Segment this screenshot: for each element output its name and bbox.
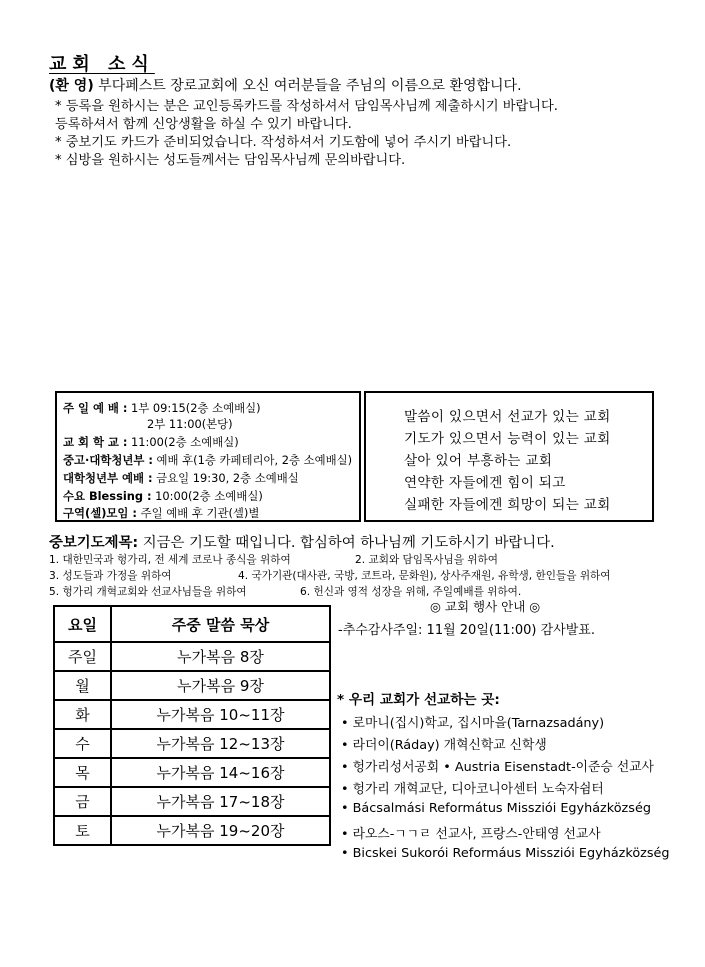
service-row bbox=[147, 416, 233, 432]
passage-cell: 누가복음 10~11장 bbox=[111, 700, 330, 729]
day-cell: 토 bbox=[54, 816, 111, 845]
service-label: 주 일 예 배 : bbox=[63, 401, 128, 415]
service-row bbox=[63, 470, 299, 486]
events-heading: ◎ 교회 행사 안내 ◎ bbox=[430, 599, 541, 614]
motto-line: 실패한 자들에겐 희망이 되는 교회 bbox=[404, 497, 611, 513]
service-row bbox=[63, 452, 352, 468]
table-header-row bbox=[54, 606, 330, 642]
day-cell: 주일 bbox=[54, 642, 111, 671]
prayer-item: 6. 헌신과 영적 성장을 위해, 주일예배를 위하여. bbox=[300, 586, 522, 598]
day-cell: 수 bbox=[54, 729, 111, 758]
welcome-line bbox=[49, 75, 522, 95]
day-cell: 화 bbox=[54, 700, 111, 729]
notice-1: * 등록을 원하시는 분은 교인등록카드를 작성하셔서 담임목사님께 제출하시기 바랍니다. bbox=[55, 99, 558, 114]
header-day: 요일 bbox=[54, 606, 111, 642]
table-row bbox=[54, 816, 330, 845]
passage-cell: 누가복음 9장 bbox=[111, 671, 330, 700]
passage-cell: 누가복음 12~13장 bbox=[111, 729, 330, 758]
service-label: 수요 Blessing : bbox=[63, 489, 152, 503]
event-item: -추수감사주일: 11월 20일(11:00) 감사발표. bbox=[338, 623, 595, 638]
service-value: 11:00(2층 소예배실) bbox=[127, 435, 239, 449]
church-motto-box bbox=[364, 391, 654, 522]
mission-item: • 라더이(Ráday) 개혁신학교 신학생 bbox=[341, 738, 547, 753]
table-row bbox=[54, 787, 330, 816]
motto-line: 말씀이 있으면서 선교가 있는 교회 bbox=[404, 409, 611, 425]
notice-2: 등록하셔서 함께 신앙생활을 하실 수 있기 바랍니다. bbox=[55, 117, 352, 132]
mission-item: • Bácsalmási Református Missziói Egyházközség bbox=[341, 801, 651, 816]
service-label: 교 회 학 교 : bbox=[63, 435, 128, 449]
prayer-item: 3. 성도들과 가정을 위하여 bbox=[49, 570, 172, 582]
welcome-text: 부다페스트 장로교회에 오신 여러분들을 주님의 이름으로 환영합니다. bbox=[93, 78, 522, 94]
table-row bbox=[54, 729, 330, 758]
service-value: 금요일 19:30, 2층 소예배실 bbox=[152, 471, 299, 485]
prayer-item: 2. 교회와 담임목사님을 위하여 bbox=[355, 554, 499, 566]
motto-line: 기도가 있으면서 능력이 있는 교회 bbox=[404, 431, 611, 447]
service-value: 예배 후(1층 카페테리아, 2층 소예배실) bbox=[152, 453, 353, 467]
notice-4: * 심방을 원하시는 성도들께서는 담임목사님께 문의바랍니다. bbox=[55, 153, 406, 168]
mission-item: • 로마니(집시)학교, 집시마을(Tarnazsadány) bbox=[341, 716, 605, 731]
service-label: 대학청년부 예배 : bbox=[63, 471, 153, 485]
mission-item: • Bicskei Sukorói Reformáus Missziói Egyházközség bbox=[341, 846, 670, 861]
page-title: 교회 소식 bbox=[49, 54, 155, 75]
day-cell: 월 bbox=[54, 671, 111, 700]
prayer-label: 중보기도제목: bbox=[49, 535, 139, 551]
passage-cell: 누가복음 14~16장 bbox=[111, 758, 330, 787]
service-times-box bbox=[55, 391, 361, 522]
service-label: 중고·대학청년부 : bbox=[63, 453, 153, 467]
service-row bbox=[63, 488, 263, 504]
table-row bbox=[54, 700, 330, 729]
table-row bbox=[54, 642, 330, 671]
prayer-item: 5. 헝가리 개혁교회와 선교사님들을 위하여 bbox=[49, 586, 247, 598]
mission-item: • 라오스-ㄱㄱㄹ 선교사, 프랑스-안태영 선교사 bbox=[341, 827, 601, 842]
passage-cell: 누가복음 19~20장 bbox=[111, 816, 330, 845]
meditation-schedule-table bbox=[53, 605, 331, 846]
passage-cell: 누가복음 8장 bbox=[111, 642, 330, 671]
motto-line: 살아 있어 부흥하는 교회 bbox=[404, 453, 553, 469]
prayer-heading bbox=[49, 531, 555, 552]
service-row bbox=[63, 434, 239, 450]
header-passage: 주중 말씀 묵상 bbox=[111, 606, 330, 642]
mission-item: • 헝가리성서공회 • Austria Eisenstadt-이준승 선교사 bbox=[341, 760, 654, 775]
motto-line: 연약한 자들에겐 힘이 되고 bbox=[404, 475, 566, 491]
service-row bbox=[63, 505, 259, 521]
welcome-label: (환 영) bbox=[49, 78, 94, 94]
service-value: 주일 예배 후 기관(셀)별 bbox=[136, 506, 260, 520]
service-value: 1부 09:15(2층 소예배실) bbox=[127, 401, 261, 415]
day-cell: 금 bbox=[54, 787, 111, 816]
prayer-text: 지금은 기도할 때입니다. 합심하여 하나님께 기도하시기 바랍니다. bbox=[138, 535, 555, 551]
passage-cell: 누가복음 17~18장 bbox=[111, 787, 330, 816]
table-row bbox=[54, 671, 330, 700]
prayer-item: 4. 국가기관(대사관, 국방, 코트라, 문화원), 상사주재원, 유학생, 한인들을 위하여 bbox=[238, 570, 611, 582]
missions-heading: * 우리 교회가 선교하는 곳: bbox=[337, 692, 500, 708]
prayer-item: 1. 대한민국과 헝가리, 전 세계 코로나 종식을 위하여 bbox=[49, 554, 291, 566]
notice-3: * 중보기도 카드가 준비되었습니다. 작성하셔서 기도함에 넣어 주시기 바랍니다. bbox=[55, 135, 512, 150]
table-row bbox=[54, 758, 330, 787]
service-value: 10:00(2층 소예배실) bbox=[151, 489, 263, 503]
service-value: 2부 11:00(본당) bbox=[147, 417, 233, 431]
service-label: 구역(셀)모임 : bbox=[63, 506, 137, 520]
mission-item: • 헝가리 개혁교단, 디아코니아센터 노숙자쉼터 bbox=[341, 782, 604, 797]
day-cell: 목 bbox=[54, 758, 111, 787]
service-row bbox=[63, 400, 261, 416]
